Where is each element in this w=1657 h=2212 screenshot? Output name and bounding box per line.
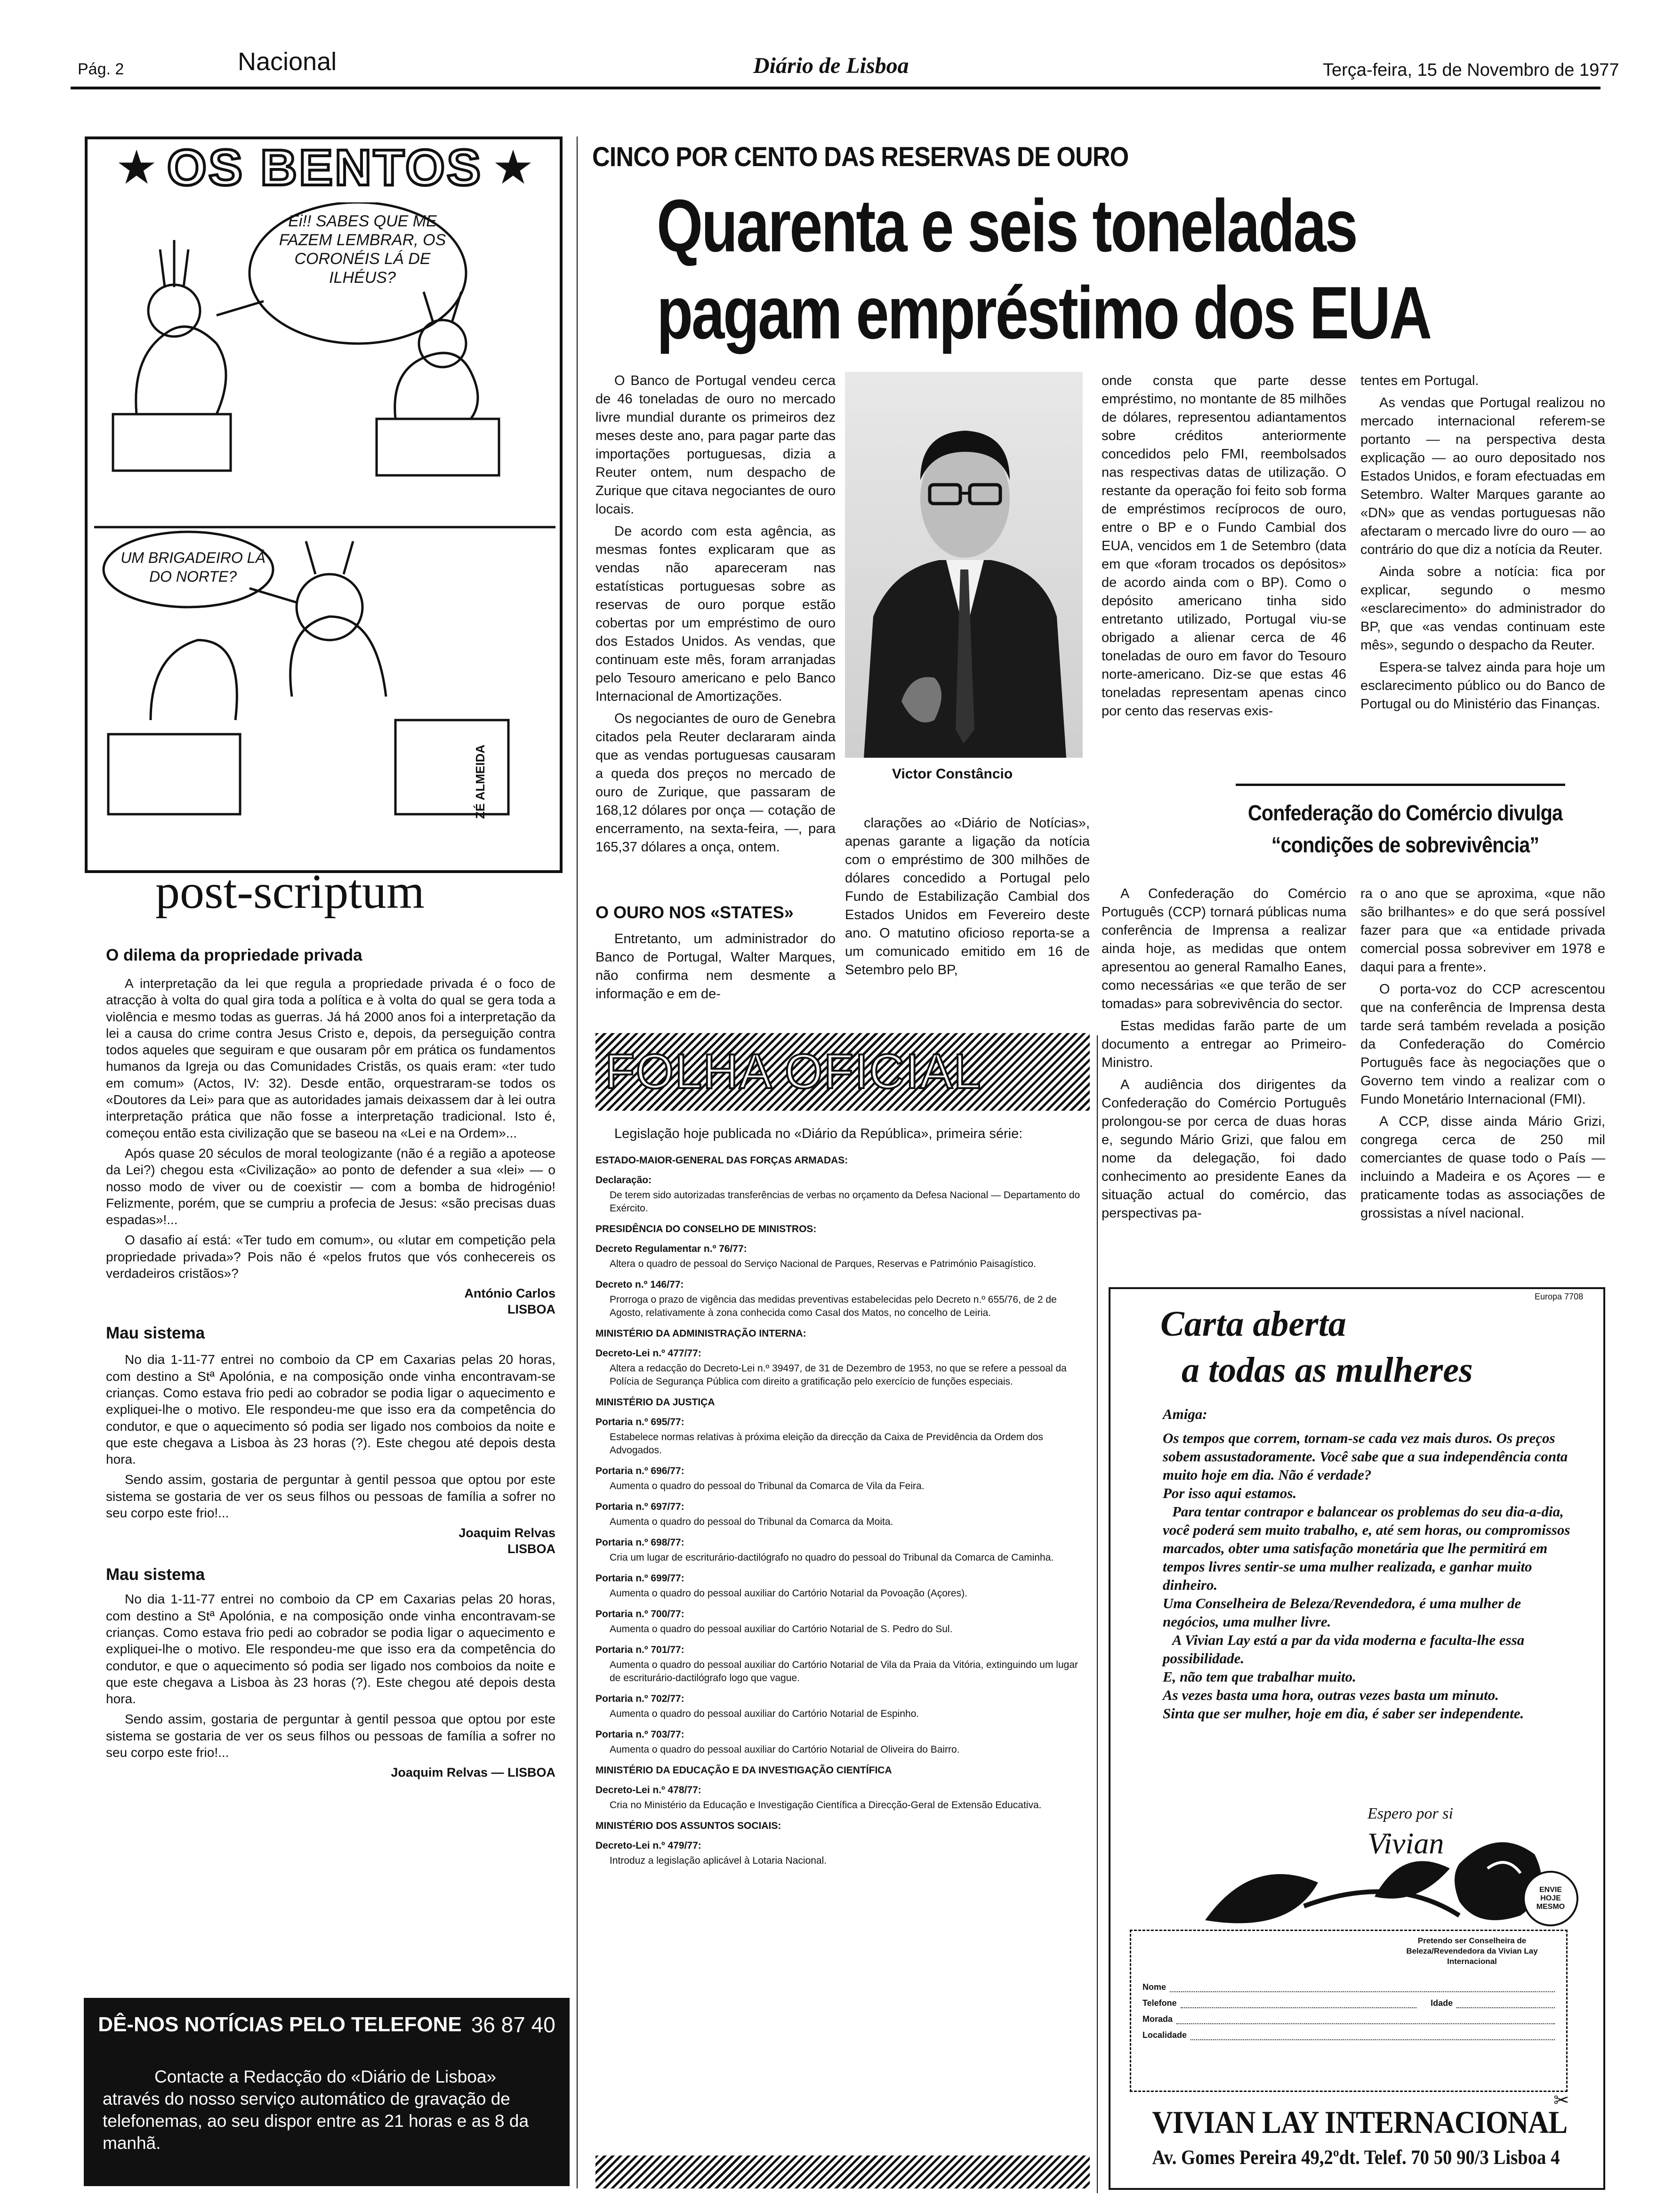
ad-paragraph: Por isso aqui estamos. [1163,1485,1297,1501]
folha-entry-text: Aumenta o quadro do pessoal auxiliar do Cartório Notarial da Povoação (Açores). [610,1588,967,1599]
ad-closing: Espero por si [1367,1805,1453,1822]
age-field[interactable] [1456,1998,1555,2008]
folha-entry-heading: Portaria n.º 696/77: [595,1466,684,1476]
confed-title-2: “condições de sobrevivência” [1271,833,1539,857]
field-label-phone: Telefone [1142,1998,1177,2008]
ad-paragraph: Sinta que ser mulher, hoje em dia, é saber ser independente. [1163,1705,1524,1722]
letters-column [106,946,555,1780]
folha-entry-text: Aumenta o quadro do pessoal auxiliar do Cartório Notarial de Oliveira do Bairro. [610,1744,960,1755]
folha-oficial-title: FOLHA OFICIAL [605,1044,982,1099]
ad-paragraph: A Vivian Lay está a par da vida moderna e faculta-lhe essa possibilidade. [1163,1632,1525,1667]
article-column-1 [595,372,836,860]
folha-entry-text: Introduz a legislação aplicável à Lotaria Nacional. [610,1855,827,1866]
field-label-locality: Localidade [1142,2030,1187,2040]
ad-code: Europa 7708 [1535,1292,1584,1301]
confed-title-1: Confederação do Comércio divulga [1247,801,1563,825]
paragraph: O dasafio aí está: «Ter tudo em comum», ou «lutar em competição pela propriedade privada»? Pois não é «pelos frutos que vós conhecereis os verdadeiros cristãos»? [106,1233,555,1281]
paragraph: Entretanto, um administrador do Banco de Portugal, Walter Marques, não confirma nem desmente a informação e em de- [595,931,836,1002]
masthead: Diário de Lisboa [753,53,909,78]
folha-entry-text: Altera o quadro de pessoal do Serviço Nacional de Parques, Reservas e Património Paisagístico. [610,1258,1036,1269]
paragraph: Espera-se talvez ainda para hoje um esclarecimento público ou do Banco de Portugal ou do Ministério das Finanças. [1360,660,1605,712]
confed-column-a [1102,885,1346,1226]
folha-entry-text: Aumenta o quadro do pessoal do Tribunal da Comarca de Vila da Feira. [610,1481,925,1491]
ad-paragraph: Uma Conselheira de Beleza/Revendedora, é uma mulher de negócios, uma mulher livre. [1163,1595,1521,1630]
letter-body [106,1591,555,1761]
address-field[interactable] [1176,2014,1555,2024]
field-label-name: Nome [1142,1982,1166,1992]
paragraph: De acordo com esta agência, as mesmas fontes explicaram que as vendas não apareceram nas estatísticas portuguesas sobre as reservas de ouro porque estão cobertas por um empréstimo de ouro dos Estados Unidos. As vendas, que continuam este mês, foram arranjadas pelo Tesouro americano e pelo Banco Internacional de Amortizações. [595,524,836,704]
phone-box-text: Contacte a Redacção do «Diário de Lisboa» através do nosso serviço automático de gravação de telefonemas, ao seu dispor entre as 21 horas e as 8 da manhã. [103,2067,529,2153]
ad-greeting: Amiga: [1163,1406,1207,1422]
article-column-3 [1102,372,1346,724]
photo-caption: Victor Constâncio [892,766,1013,782]
letter-place: LISBOA [507,1542,555,1556]
paragraph: O porta-voz do CCP acrescentou que na conferência de Imprensa desta tarde será também revelada a posição da Confederação do Comércio Português face às negociações que o Governo tem vindo a realizar com o Fundo Monetário Internacional (FMI). [1360,982,1605,1107]
main-kicker: CINCO POR CENTO DAS RESERVAS DE OURO [592,142,1129,172]
confed-rule [1236,784,1565,786]
paragraph: A audiência dos dirigentes da Confederação do Comércio Português prolongou-se por cerca de duas horas e, segundo Mário Grizi, que falou em nome da delegação, foi dado conhecimento ao presidente Eanes da situação actual do comércio, das perspectivas pa- [1102,1077,1346,1221]
ad-brand: VIVIAN LAY INTERNACIONAL [1152,2104,1568,2140]
confed-column-b [1360,885,1605,1226]
ad-letter [1163,1405,1577,1723]
paragraph: tentes em Portugal. [1360,373,1479,388]
article-column-1b [595,930,836,1007]
folha-entry-heading: Portaria n.º 699/77: [595,1573,684,1584]
folha-entry-heading: MINISTÉRIO DA JUSTIÇA [595,1397,715,1408]
folha-entry-text: De terem sido autorizadas transferências de verbas no orçamento da Defesa Nacional — Departamento do Exército. [610,1190,1080,1214]
main-headline-2: pagam empréstimo dos EUA [657,272,1431,354]
paragraph: Após quase 20 séculos de moral teologizante (não é a região a apoteose da Lei?) chegou esta «Civilização» ao ponto de defender a sua «lei» — o nosso modo de viver ou de coexistir — com a bomba de hidrogénio! Felizmente, porém, que se cumpriu a profecia de Jesus: «são precisas duas espadas»!... [106,1146,555,1227]
cartoon-title-bar [89,136,560,198]
paragraph: A CCP, disse ainda Mário Grizi, congrega cerca de 250 mil comerciantes de quase todo o País — incluindo a Madeira e os Açores — e praticamente todas as associações de grossistas a nível nacional. [1360,1114,1605,1221]
envie-hoje-stamp [1523,1871,1578,1926]
folha-entry-heading: Portaria n.º 697/77: [595,1501,684,1512]
folha-entry-text: Aumenta o quadro do pessoal do Tribunal da Comarca da Moita. [610,1516,893,1527]
folha-entry-text: Prorroga o prazo de vigência das medidas preventivas estabelecidas pelo Decreto n.º 655/76, de 2 de Agosto, relativamente à zona conhecida como Casal dos Matos, no concelho de Leiria. [610,1294,1057,1318]
folha-entry-heading: Portaria n.º 703/77: [595,1729,684,1740]
coupon [1130,1930,1568,2092]
paragraph: Ainda sobre a notícia: fica por explicar, segundo o mesmo «esclarecimento» do administrador do BP, que «as vendas continuam este mês», segundo o despacho da Reuter. [1360,564,1605,653]
ad-handwritten-signature: Vivian [1367,1827,1444,1860]
letter-signature: António Carlos [464,1286,555,1301]
header-rule [71,87,1601,89]
folha-entry-heading: Portaria n.º 700/77: [595,1609,684,1619]
locality-field[interactable] [1190,2030,1555,2040]
column-rule [1097,1035,1098,2193]
speech-bubble-2: UM BRIGADEIRO LÁ DO NORTE? [121,549,265,585]
folha-entry-text: Aumenta o quadro do pessoal auxiliar do Cartório Notarial de Espinho. [610,1708,919,1719]
ad-paragraph: Para tentar contrapor e balancear os problemas do seu dia-a-dia, você poderá sem muito trabalho, e, até sem horas, ou compromissos marcados, obter uma satisfação monetária que lhe permitirá em tempos livres sentir-se uma mulher realizada, e ganhar muito dinheiro. [1163,1503,1570,1593]
cartoonist-signature: ZÉ ALMEIDA [473,745,487,819]
paragraph: Sendo assim, gostaria de perguntar à gentil pessoa que optou por este sistema se gostaria de ver os seus filhos ou pessoas de família a sofrer no seu corpo este frio!... [106,1712,555,1760]
folha-entry-heading: PRESIDÊNCIA DO CONSELHO DE MINISTROS: [595,1224,817,1234]
speech-bubble-1: Ei!! SABES QUE ME FAZEM LEMBRAR, OS CORONÉIS LÁ DE ILHÉUS? [279,212,446,287]
paragraph: O Banco de Portugal vendeu cerca de 46 toneladas de ouro no mercado livre mundial durante os primeiros dez meses deste ano, para pagar parte das importações portuguesas, dizia a Reuter ontem, num despacho de Zurique que citava negociantes de ouro locais. [595,373,836,517]
folha-oficial-list [595,1125,1090,1872]
phone-box-title: DÊ-NOS NOTÍCIAS PELO TELEFONE [98,2013,462,2036]
star-icon: ★ [492,141,534,194]
paragraph: A Confederação do Comércio Português (CCP) tornará públicas numa conferência de Imprensa a realizar ainda hoje, as medidas que ontem apresentou ao general Ramalho Eanes, como necessárias «e que terão de ser tomadas» para sobrevivência do sector. [1102,886,1346,1011]
paragraph: Sendo assim, gostaria de perguntar à gentil pessoa que optou por este sistema se gostaria de ver os seus filhos ou pessoas de família a sofrer no seu corpo este frio!... [106,1472,555,1521]
letter-body [106,975,555,1282]
main-headline-1: Quarenta e seis toneladas [657,184,1357,267]
folha-entry-heading: Declaração: [595,1175,652,1186]
field-label-address: Morada [1142,2014,1173,2024]
paragraph: Estas medidas farão parte de um documento a entregar ao Primeiro-Ministro. [1102,1018,1346,1070]
letter-heading: Mau sistema [106,1565,205,1584]
folha-entry-heading: Decreto-Lei n.º 477/77: [595,1348,701,1359]
folha-entry-heading: Decreto-Lei n.º 478/77: [595,1785,701,1795]
article-column-2b [845,814,1090,983]
letter-heading: Mau sistema [106,1324,205,1343]
folha-entry-text: Estabelece normas relativas à próxima eleição da direcção da Caixa de Previdência da Ordem dos Advogados. [610,1432,1043,1456]
folha-oficial-banner [595,1033,1090,1111]
star-icon: ★ [115,141,158,194]
page-number: Pág. 2 [78,60,124,78]
paragraph: As vendas que Portugal realizou no mercado internacional referem-se portanto — na perspectiva desta explicação — ao ouro depositado nos Estados Unidos, e foram efectuadas em Setembro. Walter Marques garante ao «DN» que as vendas portuguesas não afectaram o mercado livre do ouro — ao contrário do que diz a notícia da Reuter. [1360,395,1605,557]
folha-entry-heading: Decreto-Lei n.º 479/77: [595,1840,701,1851]
article-column-4 [1360,372,1605,717]
ad-paragraph: As vezes basta uma hora, outras vezes basta um minuto. [1163,1687,1499,1703]
photo-victor-constancio [845,372,1083,758]
ad-title-1: Carta aberta [1160,1304,1346,1344]
name-field[interactable] [1170,1982,1555,1992]
folha-entry-heading: Portaria n.º 702/77: [595,1693,684,1704]
cartoon-title: OS BENTOS [167,138,483,196]
paragraph: No dia 1-11-77 entrei no comboio da CP em Caxarias pelas 20 horas, com destino a Stª Apolónia, e na composição onde vinha encontravam-se crianças. Como estava frio pedi ao cobrador se podia ligar o aquecimento e expliquei-lhe o motivo. Ele respondeu-me que isso era da competência do condutor, e que o aquecimento só podia ser ligado nos comboios da noite e que este chegava a Lisboa às 23 horas (?). Este chegou até depois desta hora. [106,1592,555,1707]
folha-intro: Legislação hoje publicada no «Diário da República», primeira série: [614,1126,1023,1141]
letter-signature: Joaquim Relvas — LISBOA [391,1765,555,1780]
letter-body [106,1351,555,1521]
paragraph: Os negociantes de ouro de Genebra citados pela Reuter declararam ainda que as vendas portuguesas causaram a queda dos preços no mercado de ouro de Zurique, que passaram de 168,12 dólares por onça — cotação de encerramento, na sexta-feira, —, para 165,37 dólares a onça, ontem. [595,711,836,855]
folha-entry-heading: Decreto Regulamentar n.º 76/77: [595,1243,747,1254]
coupon-intro: Pretendo ser Conselheira de Beleza/Revendedora da Vivian Lay Internacional [1406,1936,1538,1966]
folha-entry-heading: Portaria n.º 698/77: [595,1537,684,1548]
folha-entry-heading: Portaria n.º 695/77: [595,1417,684,1427]
folha-entry-text: Aumenta o quadro do pessoal auxiliar do Cartório Notarial de Vila da Praia da Vitória, extinguindo um lugar de escriturário-dactilógrafo logo que vague. [610,1659,1078,1683]
paragraph: onde consta que parte desse empréstimo, no montante de 85 milhões de dólares, representou adiantamentos sobre créditos anteriormente concedidos pelo FMI, reembolsados nas respectivas datas de utilização. O restante da operação foi feito sob forma de empréstimos recíprocos de ouro, entre o BP e o Fundo Cambial dos EUA, vencidos em 1 de Setembro (data em que «foram trocados os depósitos» de acordo ainda com o BP). Como o depósito americano tinha sido entretanto utilizado, Portugal viu-se obrigado a alienar cerca de 46 toneladas de ouro em favor do Tesouro norte-americano. Diz-se que estas 46 toneladas representam apenas cinco por cento das reservas exis- [1102,373,1346,719]
folha-entry-heading: MINISTÉRIO DA ADMINISTRAÇÃO INTERNA: [595,1328,806,1339]
article-subhead: O OURO NOS «STATES» [595,903,794,922]
folha-entry-text: Aumenta o quadro do pessoal auxiliar do Cartório Notarial de S. Pedro do Sul. [610,1624,953,1635]
paragraph: A interpretação da lei que regula a propriedade privada é o foco de atracção à volta do qual gira toda a política e à volta do qual se gera toda a violência e mesmo todas as guerras. Já há 2000 anos foi a interpretação da lei a causa do crime contra Jesus Cristo e, depois, da perseguição contra todos aqueles que seguiram e que ousaram pôr em prática os fundamentos humanos da Igreja ou das Comunidades Cristãs, os quais eram: «ter tudo em comum» (Actos, IV: 32). Desde então, orquestraram-se todos os «Doutores da Lei» para que as autoridades jamais deixassem dar à lei outra interpretação prática que não fosse a interpretação tradicional. Isto é, começou então esta civilização que se baseou na «Lei e na Ordem»... [106,976,555,1140]
column-rule [577,136,578,2188]
section-name: Nacional [238,48,337,76]
letter-heading: O dilema da propriedade privada [106,946,362,964]
ad-paragraph: Os tempos que correm, tornam-se cada vez mais duros. Os preços sobem assustadoramente. Você sabe que a sua independência conta muito hoje em dia. Não é verdade? [1163,1430,1568,1483]
issue-date: Terça-feira, 15 de Novembro de 1977 [1323,60,1619,80]
phone-box [84,1998,570,2186]
paragraph: No dia 1-11-77 entrei no comboio da CP em Caxarias pelas 20 horas, com destino a Stª Apolónia, e na composição onde vinha encontravam-se crianças. Como estava frio pedi ao cobrador se podia ligar o aquecimento e expliquei-lhe o motivo. Ele respondeu-me que isso era da competência do condutor, e que o aquecimento só podia ser ligado nos comboios da noite e que este chegava a Lisboa às 23 horas (?). Este chegou até depois desta hora. [106,1352,555,1467]
paragraph: ra o ano que se aproxima, «que não são brilhantes» e do que será possível fazer para que «a entidade privada comercial possa sobreviver em 1978 e daqui para a frente». [1360,886,1605,975]
folha-entry-text: Cria um lugar de escriturário-dactilógrafo no quadro do pessoal do Tribunal da Comarca de Caminha. [610,1552,1054,1563]
folha-entry-text: Altera a redacção do Decreto-Lei n.º 39497, de 31 de Dezembro de 1953, no que se refere a pessoal da Polícia de Segurança Pública com direito a gratificação pelo exercício de funções especiais. [610,1363,1067,1387]
folha-entry-heading: ESTADO-MAIOR-GENERAL DAS FORÇAS ARMADAS: [595,1155,848,1166]
field-label-age: Idade [1431,1998,1453,2008]
paragraph: clarações ao «Diário de Notícias», apenas garante a ligação da notícia com o empréstimo de 300 milhões de dólares concedido a Portugal pelo Fundo de Estabilização Cambial dos Estados Unidos em Fevereiro deste ano. O matutino oficioso reporta-se a um comunicado emitido em 16 de Setembro pelo BP, [845,816,1090,978]
folha-oficial-footer [595,2156,1090,2188]
phone-number: 36 87 40 [471,2012,555,2037]
letter-signature: Joaquim Relvas [458,1526,555,1540]
folha-entry-heading: Decreto n.º 146/77: [595,1279,684,1290]
ad-title-2: a todas as mulheres [1182,1350,1473,1390]
phone-field[interactable] [1181,1998,1416,2008]
scissors-icon: ✂ [1553,2090,1569,2111]
folha-entry-heading: MINISTÉRIO DOS ASSUNTOS SOCIAIS: [595,1820,781,1831]
post-scriptum-title: post-scriptum [155,865,425,919]
folha-entry-heading: Portaria n.º 701/77: [595,1644,684,1655]
letter-place: LISBOA [507,1302,555,1317]
stamp-text: ENVIE HOJE MESMO [1536,1886,1565,1911]
ad-address: Av. Gomes Pereira 49,2ºdt. Telef. 70 50 90/3 Lisboa 4 [1152,2147,1560,2169]
folha-entry-heading: MINISTÉRIO DA EDUCAÇÃO E DA INVESTIGAÇÃO CIENTÍFICA [595,1765,892,1776]
ad-paragraph: E, não tem que trabalhar muito. [1163,1668,1356,1685]
folha-entry-text: Cria no Ministério da Educação e Investigação Científica a Direcção-Geral de Extensão Educativa. [610,1800,1042,1811]
